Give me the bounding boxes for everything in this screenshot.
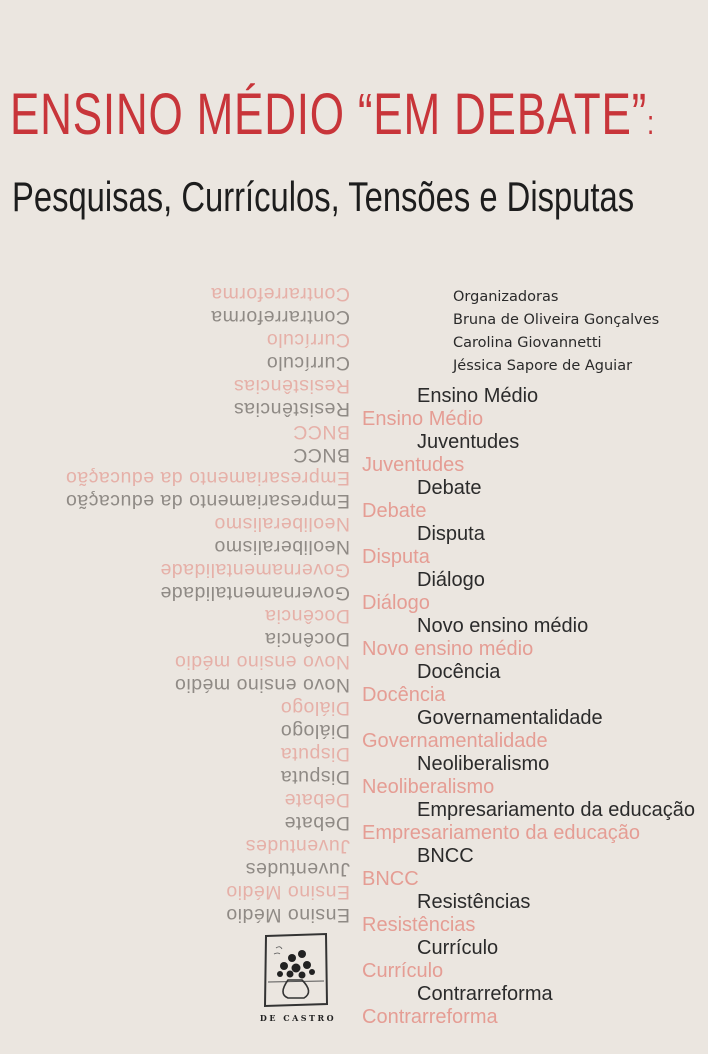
keyword-item: Disputa <box>280 766 350 788</box>
keyword-item: Juventudes <box>417 431 520 453</box>
keyword-item: BNCC <box>417 845 474 867</box>
keyword-item: Disputa <box>362 546 430 568</box>
keyword-item: Governamentalidade <box>159 559 350 581</box>
title-text: ENSINO MÉDIO “EM DEBATE” <box>10 82 648 147</box>
keyword-item: BNCC <box>292 421 350 443</box>
rotated-keywords-pink <box>50 282 350 926</box>
keyword-item: Juventudes <box>362 454 465 476</box>
keyword-item: Diálogo <box>362 592 430 614</box>
keyword-item: Docência <box>264 605 350 627</box>
book-subtitle: Pesquisas, Currículos, Tensões e Disputas <box>12 173 635 220</box>
keyword-item: Governamentalidade <box>159 582 350 604</box>
keyword-item: Diálogo <box>417 569 485 591</box>
keyword-item: Currículo <box>417 937 499 959</box>
keyword-item: Contrarreforma <box>362 1006 498 1028</box>
keyword-item: Resistências <box>362 914 476 936</box>
publisher-name: DE CASTRO <box>259 1013 337 1023</box>
keyword-item: Juventudes <box>245 835 350 857</box>
keyword-item: Empresariamento da educação <box>65 467 350 489</box>
keyword-item: Novo ensino médio <box>417 615 589 637</box>
publisher-logo-vase-icon <box>262 932 330 1008</box>
keyword-item: Empresariamento da educação <box>65 490 350 512</box>
keyword-list <box>417 385 702 1029</box>
keyword-item: Debate <box>417 477 482 499</box>
keyword-item: Empresariamento da educação <box>417 799 695 821</box>
keyword-item: Currículo <box>266 352 350 374</box>
decorative-rotated-keywords <box>50 282 350 926</box>
keyword-item: Debate <box>284 812 350 834</box>
keyword-item: Docência <box>362 684 446 706</box>
keyword-item: Ensino Médio <box>225 904 350 926</box>
organizers-block <box>453 286 659 378</box>
keyword-item: Governamentalidade <box>417 707 603 729</box>
keyword-item: Neoliberalismo <box>214 536 350 558</box>
book-title <box>10 82 655 156</box>
keyword-item: Contrarreforma <box>210 283 350 305</box>
keyword-item: Contrarreforma <box>210 306 350 328</box>
keyword-item: Diálogo <box>280 720 350 742</box>
keyword-item: Debate <box>284 789 350 811</box>
keyword-item: Contrarreforma <box>417 983 553 1005</box>
keyword-item: Diálogo <box>280 697 350 719</box>
keyword-item: Novo ensino médio <box>362 638 534 660</box>
keyword-item: Ensino Médio <box>225 881 350 903</box>
organizer-name: Bruna de Oliveira Gonçalves <box>453 312 660 328</box>
organizers-label: Organizadoras <box>453 289 559 305</box>
keyword-item: Juventudes <box>245 858 350 880</box>
keyword-item: Neoliberalismo <box>362 776 495 798</box>
keyword-item: BNCC <box>362 868 419 890</box>
keyword-item: Neoliberalismo <box>214 513 350 535</box>
organizer-name: Carolina Giovannetti <box>453 335 602 351</box>
keyword-item: Docência <box>417 661 501 683</box>
keyword-item: Disputa <box>280 743 350 765</box>
keyword-item: Disputa <box>417 523 485 545</box>
keyword-item: BNCC <box>292 444 350 466</box>
title-colon: : <box>647 104 655 142</box>
keyword-item: Ensino Médio <box>417 385 539 407</box>
keyword-item: Neoliberalismo <box>417 753 550 775</box>
keyword-item: Novo ensino médio <box>174 674 350 696</box>
keyword-item: Debate <box>362 500 427 522</box>
keyword-item: Resistências <box>417 891 531 913</box>
keyword-item: Novo ensino médio <box>174 651 350 673</box>
keyword-item: Docência <box>264 628 350 650</box>
keyword-item: Empresariamento da educação <box>362 822 640 844</box>
keyword-item: Resistências <box>233 375 350 397</box>
organizer-name: Jéssica Sapore de Aguiar <box>453 358 633 374</box>
keyword-item: Governamentalidade <box>362 730 548 752</box>
keyword-item: Ensino Médio <box>362 408 484 430</box>
keyword-item: Currículo <box>266 329 350 351</box>
keyword-item: Resistências <box>233 398 350 420</box>
keyword-item: Currículo <box>362 960 444 982</box>
